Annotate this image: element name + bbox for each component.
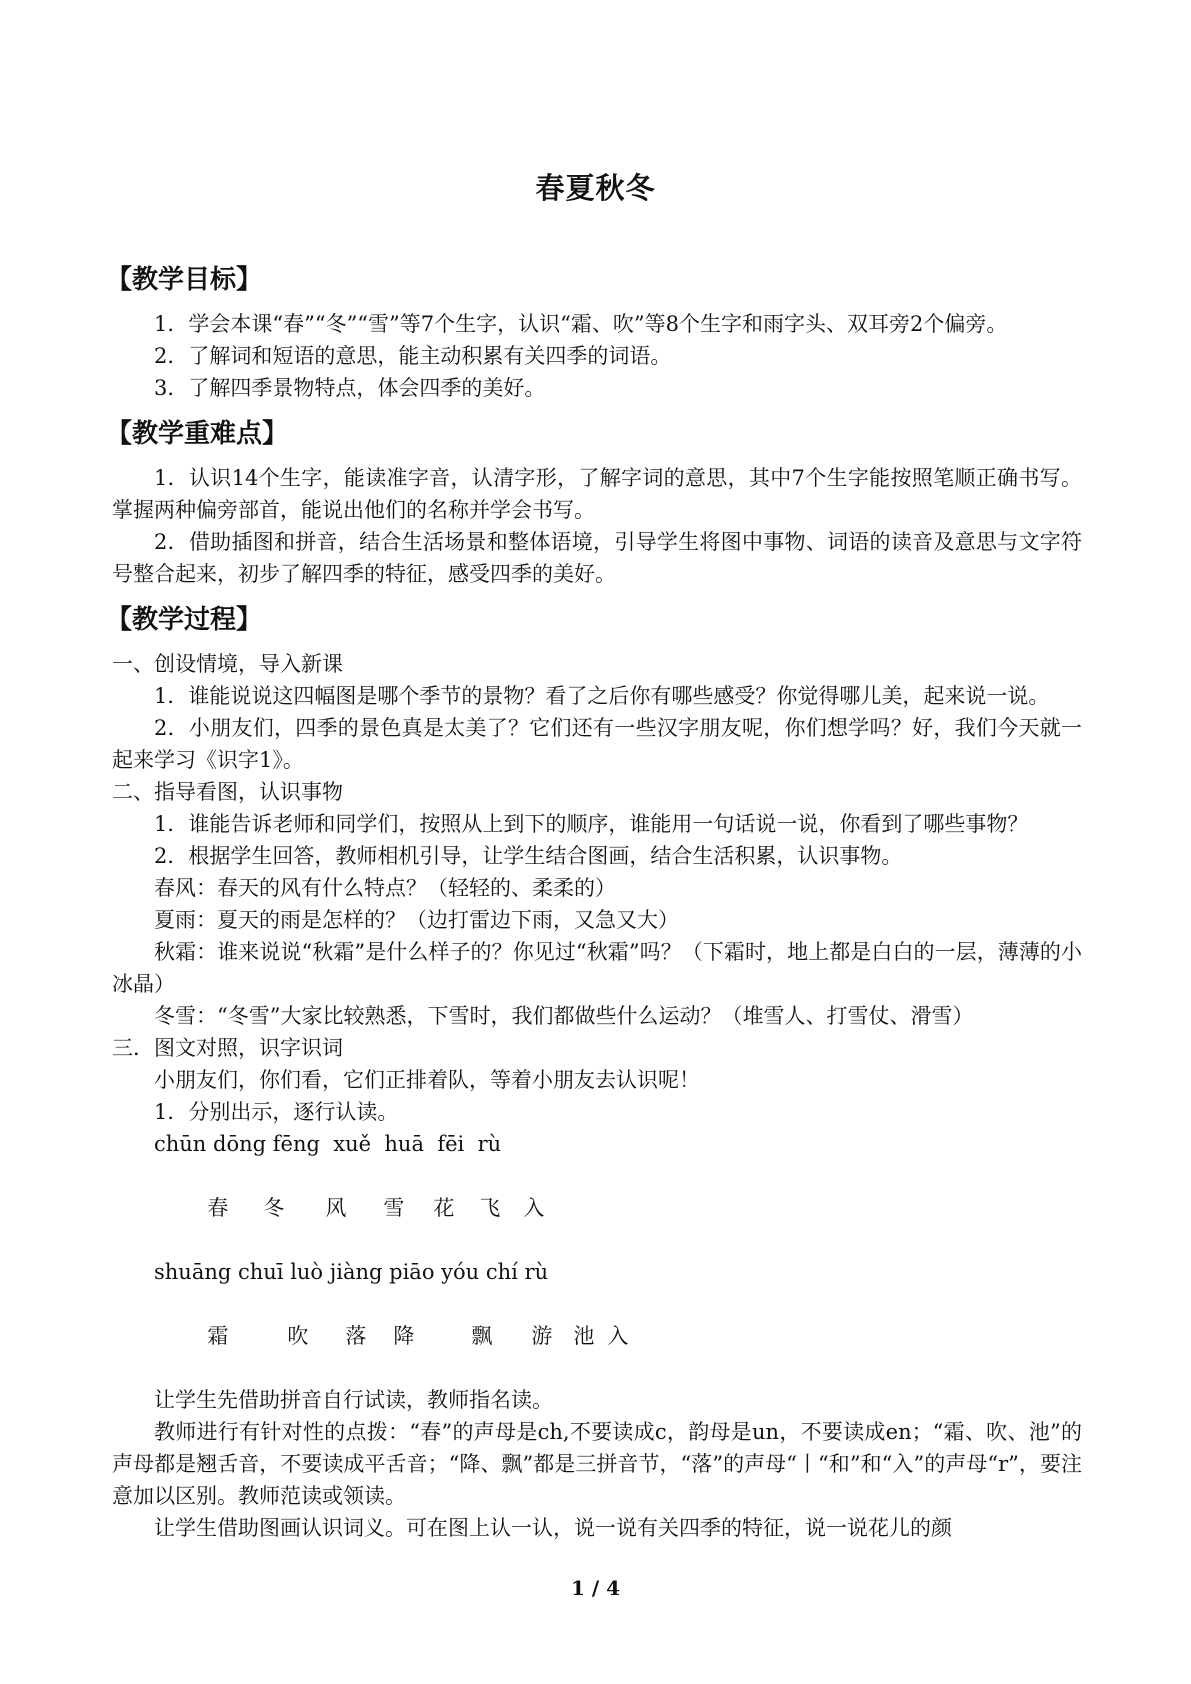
char-row-1	[112, 1160, 1082, 1256]
process-part3-after-3: 让学生借助图画认识词义。可在图上认一认，说一说有关四季的特征，说一说花儿的颜	[154, 1516, 952, 1540]
char-cell: 雪	[383, 1196, 405, 1220]
process-part2-item-4: 夏雨：夏天的雨是怎样的？（边打雷边下雨，又急又大）	[154, 908, 679, 932]
process-part3-step1: 1．分别出示，逐行认读。	[154, 1100, 399, 1124]
goal-item-2: 2．了解词和短语的意思，能主动积累有关四季的词语。	[154, 344, 672, 368]
key-point-item-2: 2．借助插图和拼音，结合生活场景和整体语境，引导学生将图中事物、词语的读音及意思与文字符号整合起来，初步了解四季的特征，感受四季的美好。	[112, 530, 1082, 586]
char-cell: 春	[207, 1196, 229, 1220]
pinyin-row-2: shuāng chuī luò jiàng piāo yóu chí rù	[154, 1260, 549, 1284]
section-key-points	[106, 416, 1082, 590]
section-goals	[106, 262, 1082, 404]
process-part2-item-2: 2．根据学生回答，教师相机引导，让学生结合图画，结合生活积累，认识事物。	[154, 844, 903, 868]
char-cell: 入	[523, 1196, 545, 1220]
char-cell: 飘	[471, 1324, 493, 1348]
process-part3-after-2: 教师进行有针对性的点拨：“春”的声母是ch,不要读成c，韵母是un，不要读成en；“霜、吹、池”的声母都是翘舌音，不要读成平舌音；“降、飘”都是三拼音节，“落”的声母“丨“和”和“入”的声母“r”，要注意加以区别。教师范读或领读。	[112, 1420, 1082, 1508]
page-number: 1 / 4	[570, 1576, 621, 1600]
process-part3-after-1: 让学生先借助拼音自行试读，教师指名读。	[154, 1388, 553, 1412]
char-cell: 冬	[263, 1196, 285, 1220]
goal-item-3: 3．了解四季景物特点，体会四季的美好。	[154, 376, 546, 400]
process-part2-item-5: 秋霜：谁来说说“秋霜”是什么样子的？你见过“秋霜”吗？（下霜时，地上都是白白的一层，薄薄的小冰晶）	[112, 940, 1082, 996]
char-cell: 入	[607, 1324, 629, 1348]
process-part3-intro: 小朋友们，你们看，它们正排着队，等着小朋友去认识呢！	[154, 1068, 700, 1092]
process-part2-item-6: 冬雪：“冬雪”大家比较熟悉，下雪时，我们都做些什么运动？（堆雪人、打雪仗、滑雪）	[154, 1004, 974, 1028]
char-row-2	[112, 1288, 1082, 1384]
char-cell: 落	[345, 1324, 367, 1348]
goal-item-1: 1．学会本课“春”“冬”“雪”等7个生字，认识“霜、吹”等8个生字和雨字头、双耳旁2个偏旁。	[154, 312, 1008, 336]
char-cell: 飞	[479, 1196, 501, 1220]
char-cell: 池	[573, 1324, 595, 1348]
char-cell: 降	[393, 1324, 415, 1348]
section-process	[106, 602, 1082, 1544]
process-part2-item-1: 1．谁能告诉老师和同学们，按照从上到下的顺序，谁能用一句话说一说，你看到了哪些事物？	[154, 812, 1029, 836]
process-part2-item-3: 春风：春天的风有什么特点？（轻轻的、柔柔的）	[154, 876, 616, 900]
char-cell: 风	[325, 1196, 347, 1220]
process-part1-item-1: 1．谁能说说这四幅图是哪个季节的景物？看了之后你有哪些感受？你觉得哪儿美，起来说一说。	[154, 684, 1050, 708]
process-part1-title: 一、创设情境，导入新课	[112, 652, 343, 676]
section-heading-goals: 【教学目标】	[106, 265, 263, 295]
char-cell: 霜	[207, 1324, 229, 1348]
key-point-item-1: 1．认识14个生字，能读准字音，认清字形，了解字词的意思，其中7个生字能按照笔顺正确书写。掌握两种偏旁部首，能说出他们的名称并学会书写。	[112, 466, 1082, 522]
process-part3-title: 三．图文对照，识字识词	[112, 1036, 343, 1060]
page-title: 春夏秋冬	[535, 171, 656, 205]
pinyin-row-1: chūn dōng fēng xuě huā fēi rù	[154, 1132, 502, 1156]
char-cell: 游	[531, 1324, 553, 1348]
process-part2-title: 二、指导看图，认识事物	[112, 780, 343, 804]
document-body	[106, 262, 1082, 1544]
section-heading-key-points: 【教学重难点】	[106, 419, 289, 449]
section-heading-process: 【教学过程】	[106, 605, 263, 635]
process-part1-item-2: 2．小朋友们，四季的景色真是太美了？它们还有一些汉字朋友呢，你们想学吗？好，我们今天就一起来学习《识字1》。	[112, 716, 1082, 772]
char-cell: 吹	[287, 1324, 309, 1348]
char-cell: 花	[433, 1196, 455, 1220]
